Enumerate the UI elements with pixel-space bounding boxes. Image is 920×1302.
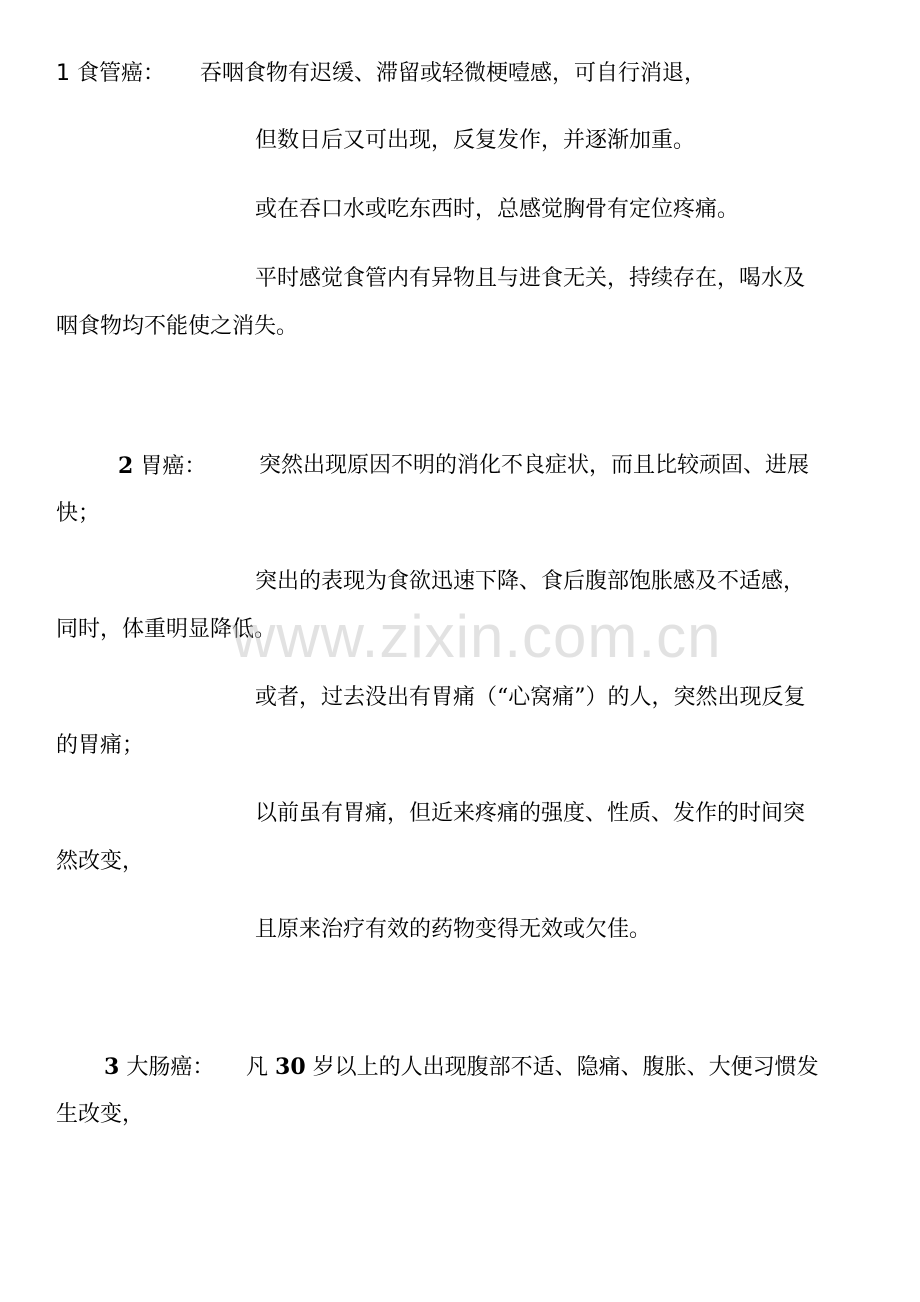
section-3-number: 3 <box>104 1054 120 1080</box>
section-2-line-6: 的胃痛； <box>56 733 145 758</box>
section-3-line-1 <box>246 1054 819 1081</box>
section-3-line-2: 生改变， <box>56 1102 145 1127</box>
section-2-number: 2 <box>118 453 134 479</box>
section-1-line-3: 或在吞口水或吃东西时，总感觉胸骨有定位疼痛。 <box>255 197 740 222</box>
section-2-line-3: 突出的表现为食欲迅速下降、食后腹部饱胀感及不适感， <box>255 569 806 594</box>
section-2-line-7: 以前虽有胃痛，但近来疼痛的强度、性质、发作的时间突 <box>255 801 806 826</box>
section-2-heading <box>118 453 206 480</box>
section-2-line-9: 且原来治疗有效的药物变得无效或欠佳。 <box>255 917 652 942</box>
section-2-line-8: 然改变， <box>56 849 145 874</box>
section-2-label: 胃癌： <box>140 454 207 479</box>
watermark: www.zixin.com.cn <box>232 603 722 670</box>
section-2-line-5: 或者，过去没出有胃痛（“心窝痛”）的人，突然出现反复 <box>255 685 806 710</box>
section-2-line-1: 突然出现原因不明的消化不良症状，而且比较顽固、进展 <box>259 453 810 478</box>
section-1-line-4: 平时感觉食管内有异物且与进食无关，持续存在，喝水及 <box>255 266 806 291</box>
section-1-line-5: 咽食物均不能使之消失。 <box>56 314 299 339</box>
section-2-line-4: 同时，体重明显降低。 <box>56 617 277 642</box>
section-2-line-2: 快； <box>56 501 101 526</box>
section-3-heading <box>104 1054 214 1081</box>
section-1-line-2: 但数日后又可出现，反复发作，并逐渐加重。 <box>255 128 696 153</box>
section-1-line-1: 吞咽食物有迟缓、滞留或轻微梗噎感，可自行消退， <box>200 61 707 86</box>
section-3-label: 大肠癌： <box>126 1055 215 1080</box>
section-3-age-number: 30 <box>275 1054 306 1080</box>
section-3-line-rest: 岁以上的人出现腹部不适、隐痛、腹胀、大便习惯发 <box>312 1055 819 1080</box>
section-3-line-prefix: 凡 <box>246 1055 269 1080</box>
section-1-label: 1 食管癌： <box>56 61 165 86</box>
section-1-heading <box>56 61 165 87</box>
